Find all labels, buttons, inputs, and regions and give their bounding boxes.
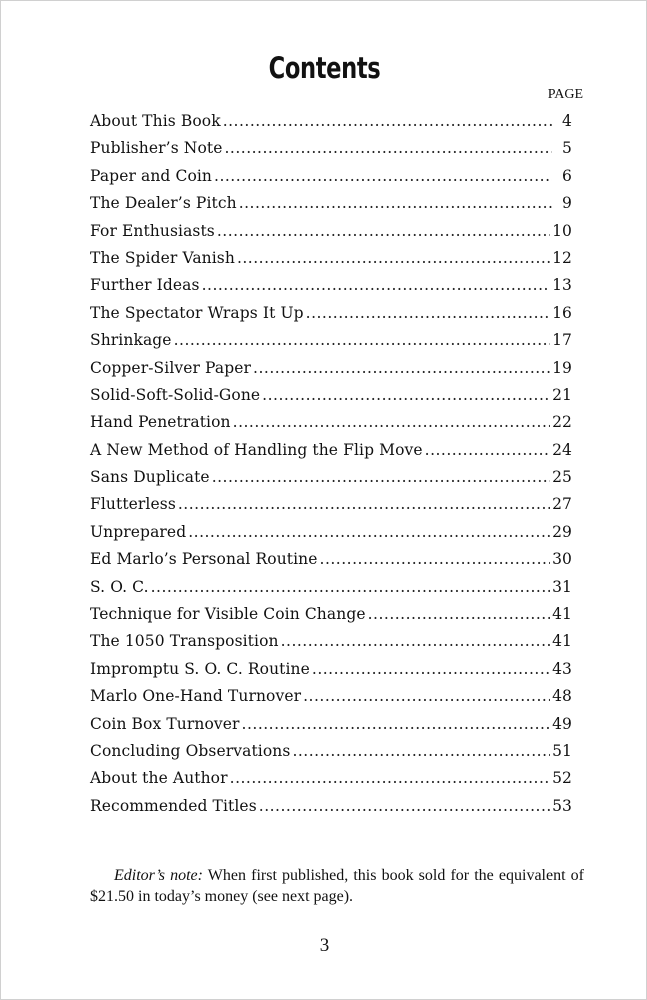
dot-leader bbox=[212, 468, 550, 486]
toc-entry bbox=[90, 413, 572, 440]
toc-entry-title: Hand Penetration bbox=[90, 413, 231, 432]
dot-leader bbox=[233, 413, 550, 431]
dot-leader bbox=[239, 194, 552, 212]
dot-leader bbox=[188, 523, 550, 541]
toc-entry-title: Paper and Coin bbox=[90, 166, 213, 185]
toc-entry-title: The 1050 Transposition bbox=[90, 632, 279, 651]
dot-leader bbox=[281, 632, 550, 650]
dot-leader bbox=[214, 167, 552, 185]
toc-entry-title: Coin Box Turnover bbox=[90, 714, 240, 733]
dot-leader bbox=[262, 386, 550, 404]
dot-leader bbox=[259, 797, 550, 815]
toc-entry-page: 12 bbox=[552, 248, 572, 267]
toc-entry-page: 51 bbox=[552, 741, 572, 760]
toc-entry bbox=[90, 249, 572, 276]
toc-entry bbox=[90, 797, 572, 824]
page-column-label: PAGE bbox=[547, 87, 583, 102]
dot-leader bbox=[151, 578, 550, 596]
toc-entry bbox=[90, 550, 572, 577]
dot-leader bbox=[306, 304, 550, 322]
toc-entry-page: 48 bbox=[552, 687, 572, 706]
toc-entry-title: Copper-Silver Paper bbox=[90, 358, 252, 377]
toc-entry bbox=[90, 632, 572, 659]
toc-entry-title: Concluding Observations bbox=[90, 741, 291, 760]
toc-entry-page: 53 bbox=[552, 796, 572, 815]
toc-entry bbox=[90, 715, 572, 742]
dot-leader bbox=[312, 660, 550, 678]
toc-entry bbox=[90, 304, 572, 331]
toc-entry bbox=[90, 769, 572, 796]
toc-entry bbox=[90, 331, 572, 358]
toc-entry-title: Further Ideas bbox=[90, 276, 200, 295]
toc-entry-title: The Spectator Wraps It Up bbox=[90, 303, 304, 322]
page-number: 3 bbox=[319, 935, 330, 956]
toc-entry-title: Technique for Visible Coin Change bbox=[90, 605, 366, 624]
toc-entry bbox=[90, 194, 572, 221]
toc-entry-page: 16 bbox=[552, 303, 572, 322]
toc-entry-title: Sans Duplicate bbox=[90, 468, 210, 487]
toc-entry-title: The Dealer’s Pitch bbox=[90, 194, 237, 213]
toc-entry bbox=[90, 222, 572, 249]
toc-entry-title: Publisher’s Note bbox=[90, 139, 223, 158]
toc-entry-page: 10 bbox=[552, 221, 572, 240]
toc-entry bbox=[90, 687, 572, 714]
toc-entry-page: 52 bbox=[552, 769, 572, 788]
toc-entry-page: 29 bbox=[552, 522, 572, 541]
toc-entry bbox=[90, 359, 572, 386]
dot-leader bbox=[217, 222, 550, 240]
toc-entry bbox=[90, 523, 572, 550]
dot-leader bbox=[202, 276, 550, 294]
toc-entry bbox=[90, 441, 572, 468]
page-title: Contents bbox=[268, 51, 381, 85]
toc-entry-title: Marlo One-Hand Turnover bbox=[90, 687, 302, 706]
dot-leader bbox=[425, 441, 550, 459]
toc-entry bbox=[90, 139, 572, 166]
toc-entry-title: The Spider Vanish bbox=[90, 248, 235, 267]
toc-entry bbox=[90, 276, 572, 303]
toc-entry-title: Flutterless bbox=[90, 495, 176, 514]
toc-entry bbox=[90, 167, 572, 194]
editors-note-label: Editor’s note: bbox=[114, 867, 203, 884]
toc-entry-page: 30 bbox=[552, 550, 572, 569]
toc-entry-page: 17 bbox=[552, 331, 572, 350]
toc-entry-page: 41 bbox=[552, 605, 572, 624]
table-of-contents bbox=[90, 112, 572, 824]
toc-entry-page: 27 bbox=[552, 495, 572, 514]
toc-entry-title: S. O. C. bbox=[90, 577, 149, 596]
toc-entry-page: 22 bbox=[552, 413, 572, 432]
toc-entry-title: Impromptu S. O. C. Routine bbox=[90, 659, 310, 678]
toc-entry-page: 6 bbox=[562, 166, 572, 185]
editors-note-text: When first published, this book sold for the equivalent of $21.50 in today’s money (see next page). bbox=[90, 867, 584, 905]
toc-entry bbox=[90, 495, 572, 522]
toc-entry bbox=[90, 742, 572, 769]
toc-entry bbox=[90, 386, 572, 413]
toc-entry-title: Shrinkage bbox=[90, 331, 172, 350]
dot-leader bbox=[237, 249, 550, 267]
dot-leader bbox=[174, 331, 550, 349]
dot-leader bbox=[230, 769, 550, 787]
dot-leader bbox=[224, 139, 552, 157]
toc-entry-page: 5 bbox=[562, 139, 572, 158]
toc-entry-title: Ed Marlo’s Personal Routine bbox=[90, 550, 318, 569]
toc-entry-page: 25 bbox=[552, 468, 572, 487]
toc-entry-page: 21 bbox=[552, 385, 572, 404]
toc-entry-title: About the Author bbox=[90, 769, 228, 788]
toc-entry-page: 24 bbox=[552, 440, 572, 459]
toc-entry-page: 13 bbox=[552, 276, 572, 295]
toc-entry-page: 43 bbox=[552, 659, 572, 678]
dot-leader bbox=[292, 742, 550, 760]
dot-leader bbox=[253, 359, 550, 377]
toc-entry bbox=[90, 605, 572, 632]
dot-leader bbox=[303, 687, 550, 705]
toc-entry bbox=[90, 468, 572, 495]
toc-entry-title: Solid-Soft-Solid-Gone bbox=[90, 385, 261, 404]
toc-entry-page: 49 bbox=[552, 714, 572, 733]
editors-note bbox=[90, 865, 584, 907]
dot-leader bbox=[223, 112, 552, 130]
dot-leader bbox=[368, 605, 550, 623]
toc-entry-page: 9 bbox=[562, 194, 572, 213]
toc-entry-title: About This Book bbox=[90, 112, 221, 130]
dot-leader bbox=[178, 495, 550, 513]
toc-entry-page: 19 bbox=[552, 358, 572, 377]
toc-entry-page: 31 bbox=[552, 577, 572, 596]
dot-leader bbox=[320, 550, 551, 568]
toc-entry-title: A New Method of Handling the Flip Move bbox=[90, 440, 423, 459]
toc-entry-title: Recommended Titles bbox=[90, 796, 257, 815]
toc-entry-title: For Enthusiasts bbox=[90, 221, 215, 240]
toc-entry-page: 4 bbox=[562, 112, 572, 130]
toc-entry-title: Unprepared bbox=[90, 522, 187, 541]
toc-entry bbox=[90, 112, 572, 139]
toc-entry bbox=[90, 578, 572, 605]
toc-entry bbox=[90, 660, 572, 687]
toc-entry-page: 41 bbox=[552, 632, 572, 651]
dot-leader bbox=[242, 715, 551, 733]
